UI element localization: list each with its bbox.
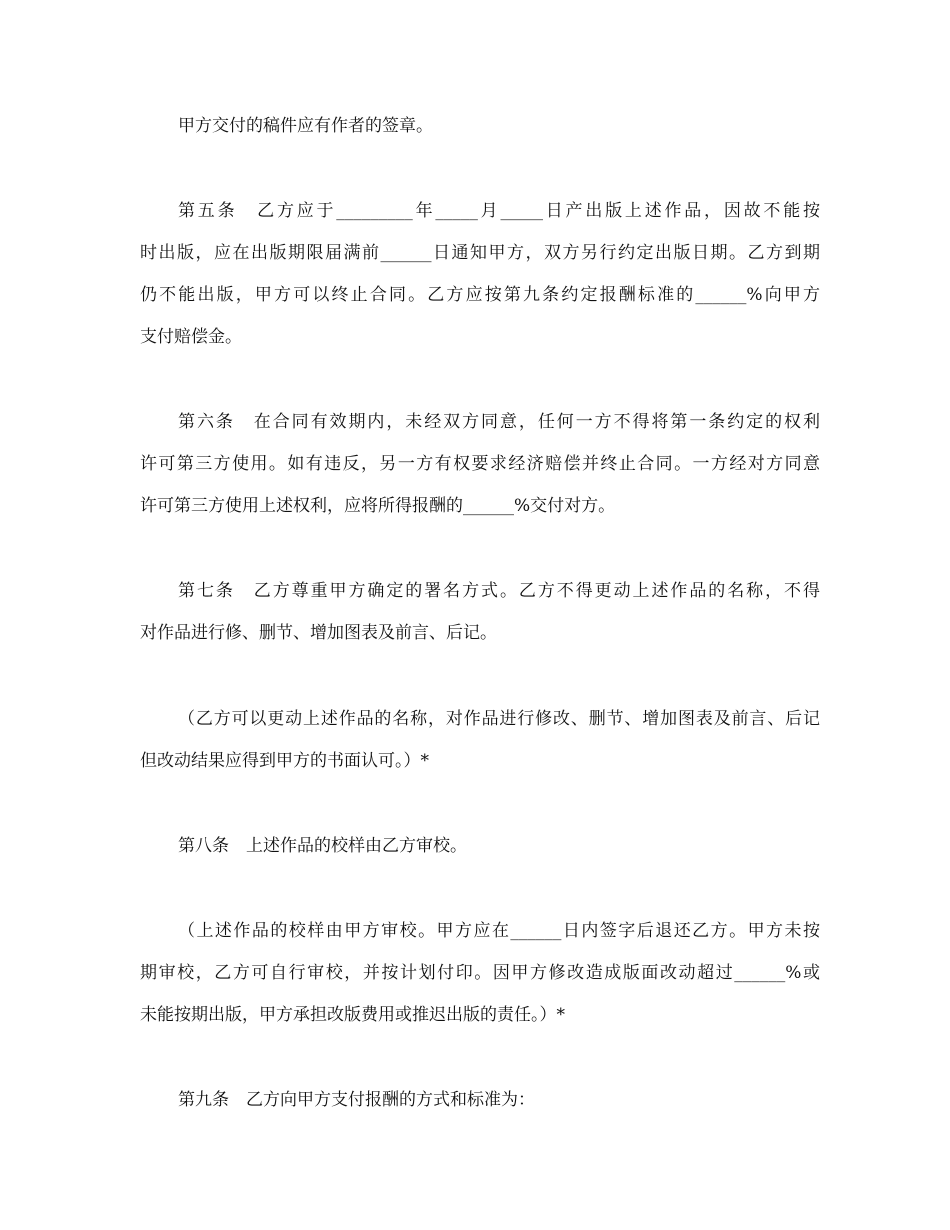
- article-9-heading-line: 第九条 乙方向甲方支付报酬的方式和标准为：: [178, 1090, 535, 1110]
- article-8-heading-line: 第八条 上述作品的校样由乙方审校。: [178, 836, 467, 856]
- paragraph-line: 未能按期出版，甲方承担改版费用或推迟出版的责任。）*: [140, 1005, 565, 1025]
- paragraph-line: 仍不能出版，甲方可以终止合同。乙方应按第九条约定报酬标准的______%向甲方: [140, 285, 820, 305]
- paragraph-line: 对作品进行修、删节、增加图表及前言、后记。: [140, 623, 497, 643]
- paragraph-line: 许可第三方使用上述权利，应将所得报酬的______%交付对方。: [140, 496, 616, 516]
- paragraph-line: 但改动结果应得到甲方的书面认可。）*: [140, 751, 429, 771]
- alternative-clause-line: （上述作品的校样由甲方审校。甲方应在______日内签字后退还乙方。甲方未按: [178, 921, 820, 941]
- article-7-heading-line: 第七条 乙方尊重甲方确定的署名方式。乙方不得更动上述作品的名称，不得: [178, 581, 820, 601]
- paragraph-line: 支付赔偿金。: [140, 327, 242, 347]
- paragraph-line: 时出版，应在出版期限届满前______日通知甲方，双方另行约定出版日期。乙方到期: [140, 243, 820, 263]
- article-6-heading-line: 第六条 在合同有效期内，未经双方同意，任何一方不得将第一条约定的权利: [178, 412, 820, 432]
- paragraph-line: 甲方交付的稿件应有作者的签章。: [178, 116, 433, 136]
- paragraph-line: 期审校，乙方可自行审校，并按计划付印。因甲方修改造成版面改动超过______%或: [140, 963, 820, 983]
- article-5-heading-line: 第五条 乙方应于_________年_____月_____日产出版上述作品，因故不能按: [178, 201, 820, 221]
- alternative-clause-line: （乙方可以更动上述作品的名称，对作品进行修改、删节、增加图表及前言、后记: [178, 709, 820, 729]
- paragraph-line: 许可第三方使用。如有违反，另一方有权要求经济赔偿并终止合同。一方经对方同意: [140, 454, 820, 474]
